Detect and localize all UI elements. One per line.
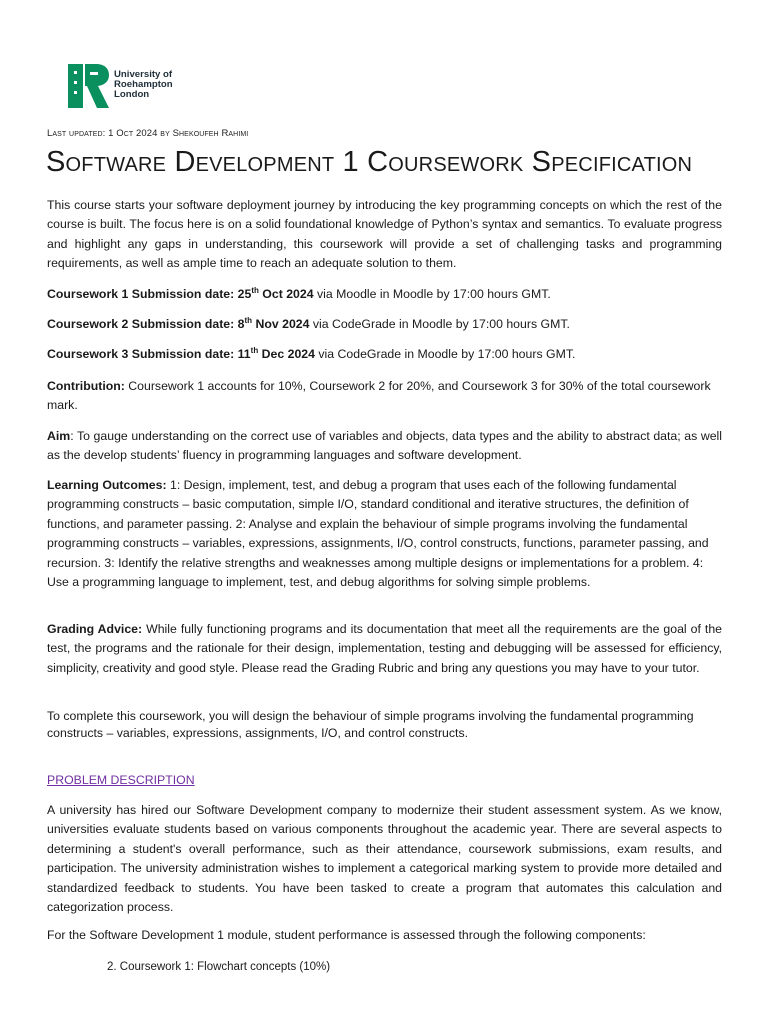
list-item: 2. Coursework 1: Flowchart concepts (10%)	[107, 961, 331, 973]
grading-advice-paragraph	[47, 620, 722, 678]
submission-cw2	[47, 315, 722, 334]
problem-description-heading[interactable]: PROBLEM DESCRIPTION	[47, 773, 195, 787]
components-intro: For the Software Development 1 module, student performance is assessed through the following components:	[47, 928, 646, 942]
aim-paragraph	[47, 427, 722, 466]
intro-paragraph: This course starts your software deployment journey by introducing the key programming concepts on which the rest of the course is built. The focus here is on a solid foundational knowledge of Python’s syntax and semantics. To evaluate progress and highlight any gaps in understanding, this coursework will provide a set of challenging tasks and programming requirements, as well as ample time to reach an adequate solution to them.	[47, 198, 722, 271]
submission-cw2-sup: th	[244, 315, 253, 325]
contribution-paragraph	[47, 377, 722, 416]
learning-outcomes-label: Learning Outcomes:	[47, 478, 167, 492]
university-logo	[68, 64, 173, 108]
grading-advice-text: While fully functioning programs and its documentation that meet all the requirements are the goal of the test, the programs and the rationale for their design, implementation, testing and debugging will be assessed for efficiency, simplicity, creativity and good style. Please read the Grading Rubric and bring any questions you may have to your tutor.	[47, 622, 722, 675]
submission-cw2-label: Coursework 2 Submission date: 8	[47, 317, 245, 331]
submission-cw3-text: via CodeGrade in Moodle by 17:00 hours GMT.	[314, 347, 576, 361]
learning-outcomes-paragraph	[47, 476, 722, 592]
submission-cw1-label: Coursework 1 Submission date: 25	[47, 287, 252, 301]
aim-label: Aim	[47, 429, 71, 443]
submission-cw1-sup: th	[251, 285, 259, 295]
submission-cw3	[47, 345, 722, 364]
submission-cw2-text: via CodeGrade in Moodle by 17:00 hours GMT.	[309, 317, 570, 331]
complete-paragraph: To complete this coursework, you will design the behaviour of simple programs involving the fundamental programming constructs – variables, expressions, assignments, I/O, and control constructs.	[47, 709, 694, 740]
submission-cw1	[47, 285, 722, 304]
submission-cw1-text: via Moodle in Moodle by 17:00 hours GMT.	[313, 287, 551, 301]
learning-outcomes-text: 1: Design, implement, test, and debug a program that uses each of the following fundamental programming constructs – basic computation, simple I/O, standard conditional and iterative structures, the definition of functions, and parameter passing. 2: Analyse and explain the behaviour of simple programs involving the fundamental programming constructs – variables, expressions, assignments, I/O, control constructs, functions, parameter passing, and recursion. 3: Identify the relative strengths and weaknesses among multiple designs or implementations for a problem. 4: Use a programming language to implement, test, and debug algorithms for solving simple problems.	[47, 478, 709, 590]
page-title: Software Development 1 Coursework Specification	[46, 146, 693, 178]
logo-line-1: University of	[114, 69, 173, 80]
problem-paragraph: A university has hired our Software Development company to modernize their student assessment system. As we know, universities evaluate students based on various components throughout the academic year. There are several aspects to determining a student's overall performance, such as their attendance, coursework submissions, exam results, and participation. The university administration wishes to implement a categorical marking system to provide more detailed and standardized feedback to students. You have been tasked to create a program that automates this calculation and categorization process.	[47, 803, 722, 915]
submission-cw1-label-end: Oct 2024	[258, 287, 314, 301]
logo-line-2: Roehampton	[114, 79, 173, 90]
submission-cw3-label-end: Dec 2024	[258, 347, 315, 361]
last-updated: Last updated: 1 Oct 2024 by Shekoufeh Rahimi	[47, 128, 249, 139]
roehampton-logo-icon	[68, 64, 110, 108]
contribution-label: Contribution:	[47, 379, 125, 393]
logo-line-3: London	[114, 89, 150, 100]
aim-text: : To gauge understanding on the correct use of variables and objects, data types and the ability to abstract data; as well as the develop students’ fluency in programming languages and software development.	[47, 429, 722, 463]
contribution-text: Coursework 1 accounts for 10%, Coursework 2 for 20%, and Coursework 3 for 30% of the total coursework mark.	[47, 379, 711, 413]
submission-cw3-sup: th	[250, 345, 259, 355]
grading-advice-label: Grading Advice:	[47, 622, 143, 636]
submission-cw2-label-end: Nov 2024	[252, 317, 310, 331]
submission-cw3-label: Coursework 3 Submission date: 11	[47, 347, 251, 361]
